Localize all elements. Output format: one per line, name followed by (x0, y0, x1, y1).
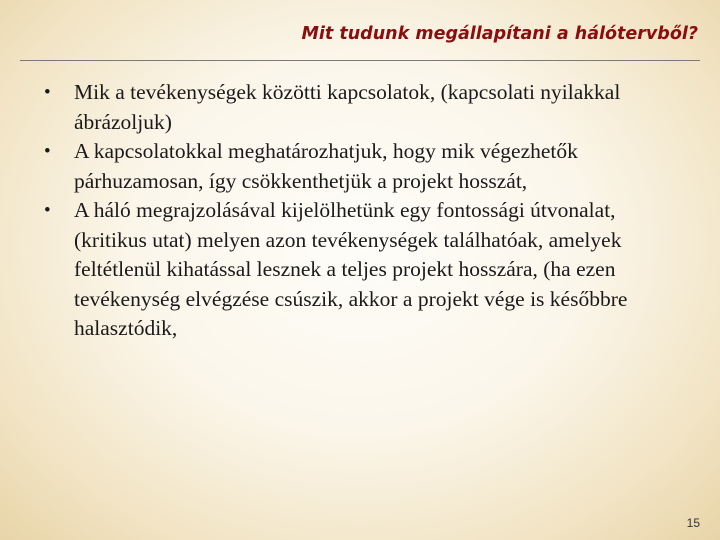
page-number: 15 (686, 516, 700, 530)
bullet-text: Mik a tevékenységek közötti kapcsolatok, (kapcsolati nyilakkal ábrázoljuk) (74, 80, 621, 134)
title-divider (20, 60, 700, 61)
slide-title: Mit tudunk megállapítani a hálótervből? (301, 24, 698, 44)
bullet-text: A háló megrajzolásával kijelölhetünk egy fontossági útvonalat, (kritikus utat) melyen azon tevékenységek találhatóak, amelyek feltétlenül kihatással lesznek a teljes projekt hosszára, (ha ezen tevékenység elvégzése csúszik, akkor a projekt vége is későbbre halasztódik, (74, 198, 628, 340)
bullet-icon: • (44, 141, 51, 162)
bullet-icon: • (44, 82, 51, 103)
bullet-item (40, 78, 690, 137)
bullet-icon: • (44, 200, 51, 221)
bullet-item (40, 196, 690, 344)
bullet-text: A kapcsolatokkal meghatározhatjuk, hogy mik végezhetők párhuzamosan, így csökkenthetjük a projekt hosszát, (74, 139, 578, 193)
bullet-list (40, 78, 690, 344)
bullet-item (40, 137, 690, 196)
